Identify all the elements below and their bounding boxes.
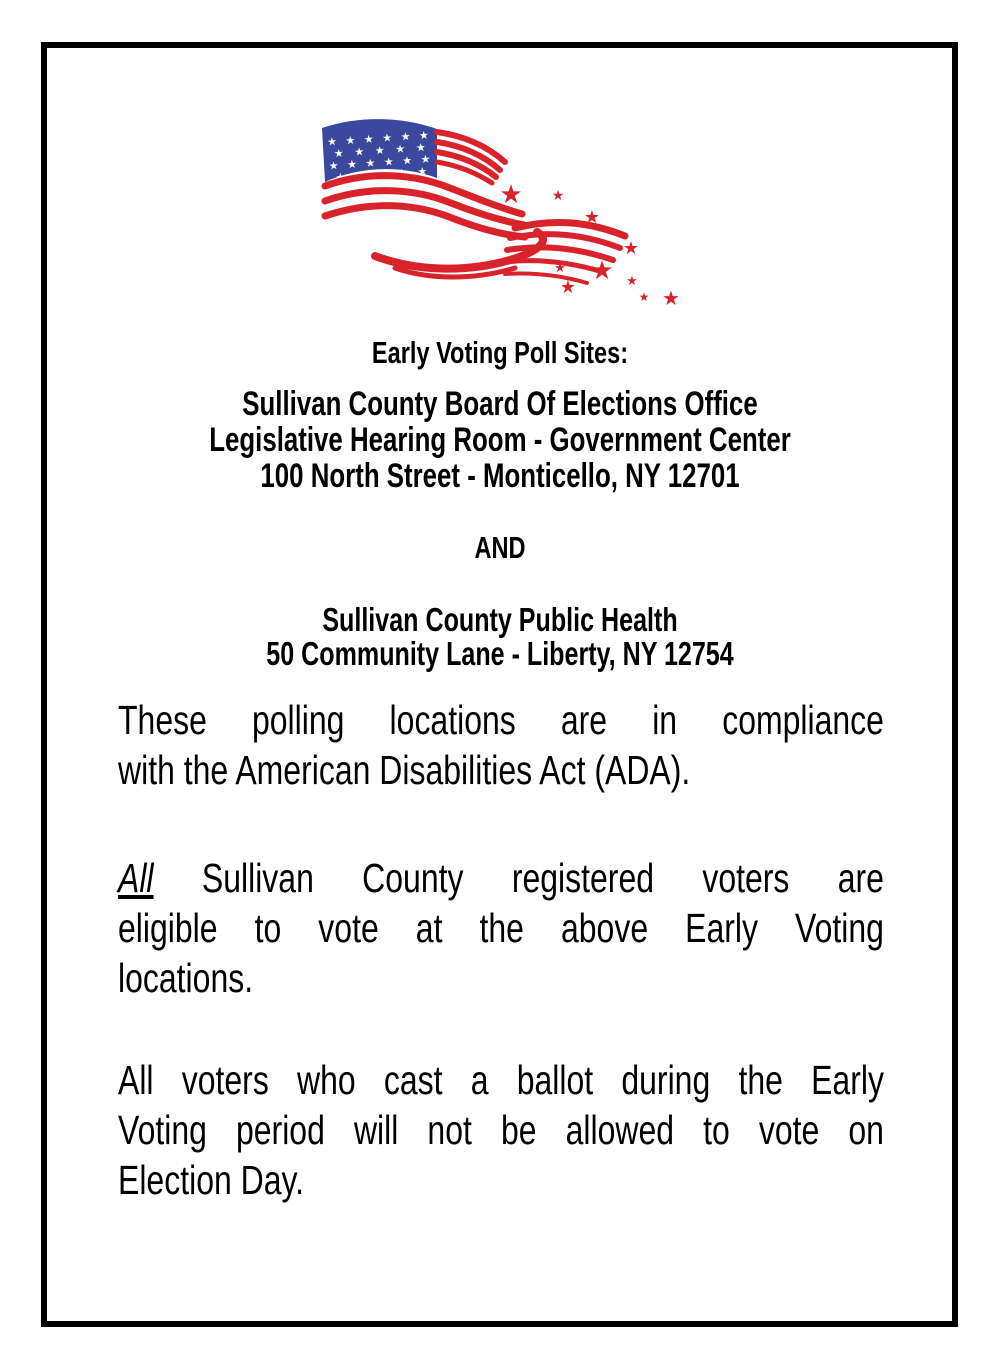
svg-text:★: ★ xyxy=(583,207,601,228)
paragraph-ada-compliance xyxy=(118,695,884,795)
paragraph-eligibility xyxy=(118,853,884,1003)
site1-name: Sullivan County Board Of Elections Office xyxy=(242,385,758,423)
svg-text:★: ★ xyxy=(554,261,566,276)
svg-text:★★★★★: ★★★★★ xyxy=(335,164,428,185)
svg-text:★: ★ xyxy=(551,188,565,204)
svg-text:★: ★ xyxy=(662,286,680,308)
election-line-1: All voters who cast a ballot during the Early xyxy=(118,1057,884,1103)
ada-line-2: with the American Disabilities Act (ADA). xyxy=(118,747,691,793)
svg-text:★: ★ xyxy=(626,274,638,289)
svg-text:★: ★ xyxy=(559,277,577,298)
all-emphasis: All xyxy=(118,855,154,901)
site1-address: 100 North Street - Monticello, NY 12701 xyxy=(260,457,740,495)
ada-line-1: These polling locations are in compliance xyxy=(118,697,884,743)
svg-text:★★★★★★: ★★★★★★ xyxy=(328,152,431,173)
site2-name: Sullivan County Public Health xyxy=(322,601,678,638)
svg-text:★: ★ xyxy=(499,180,523,210)
paragraph-election-day xyxy=(118,1055,884,1205)
election-line-3: Election Day. xyxy=(118,1157,305,1203)
svg-text:★: ★ xyxy=(638,290,650,304)
conjunction-and: AND xyxy=(474,530,526,565)
page-title: Early Voting Poll Sites: xyxy=(371,335,629,370)
site-public-health xyxy=(120,603,880,671)
svg-text:★: ★ xyxy=(622,238,640,259)
eligibility-line-3: locations. xyxy=(118,955,254,1001)
site-board-of-elections xyxy=(120,386,880,494)
svg-text:★: ★ xyxy=(590,256,614,286)
site1-room: Legislative Hearing Room - Government Center xyxy=(209,421,791,459)
site2-address: 50 Community Lane - Liberty, NY 12754 xyxy=(266,635,734,672)
eligibility-line-1-rest: Sullivan County registered voters are xyxy=(153,855,884,901)
us-flag-icon xyxy=(315,108,685,308)
eligibility-line-1 xyxy=(118,853,884,903)
eligibility-line-2: eligible to vote at the above Early Voting xyxy=(118,905,884,951)
svg-text:★★★★★: ★★★★★ xyxy=(333,140,427,161)
svg-text:★★★★★★: ★★★★★★ xyxy=(326,128,430,149)
election-line-2: Voting period will not be allowed to vote on xyxy=(118,1107,884,1153)
